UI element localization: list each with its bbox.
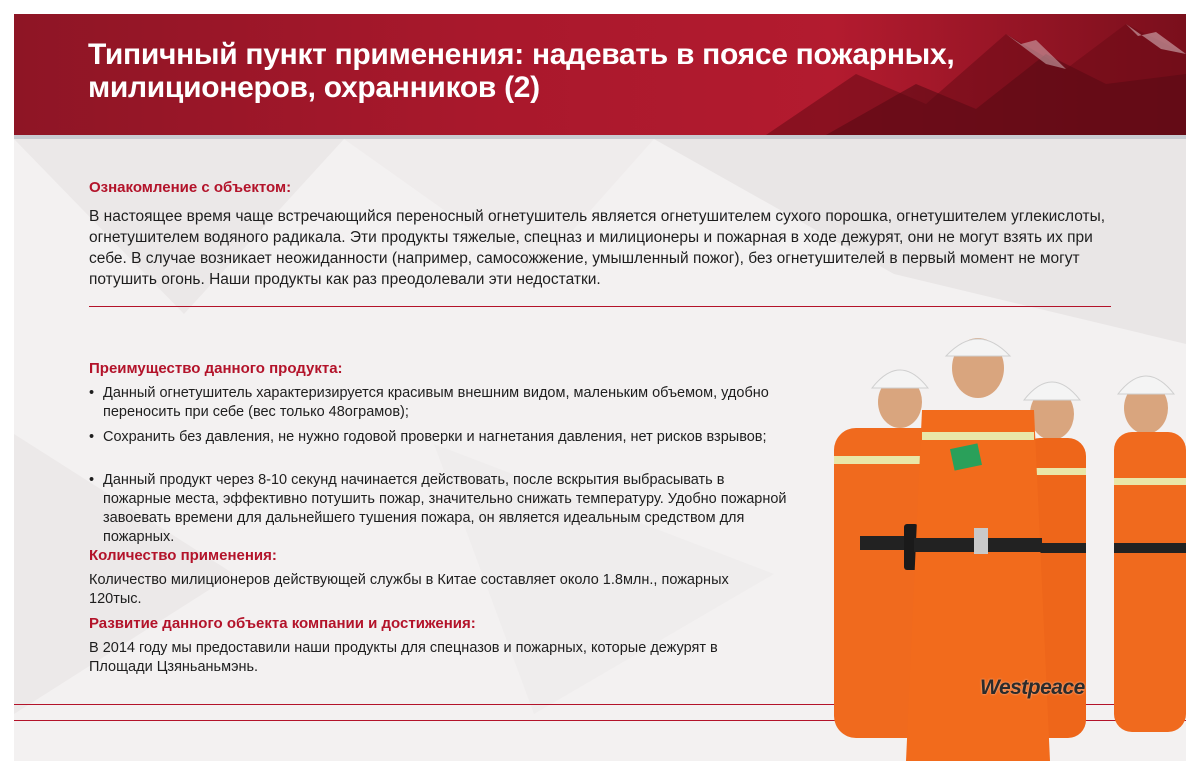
- advantage-item: • Данный огнетушитель характеризируется красивым внешним видом, маленьким объемом, удобно переносить при себе (вес только 48ограмов);: [89, 384, 793, 422]
- advantages-heading: Преимущество данного продукта:: [89, 360, 343, 377]
- section-divider: [89, 306, 1111, 307]
- intro-heading: Ознакомление с объектом:: [89, 179, 292, 196]
- development-heading: Развитие данного объекта компании и достижения:: [89, 615, 476, 632]
- quantity-heading: Количество применения:: [89, 547, 277, 564]
- header-banner: [14, 14, 1186, 135]
- quantity-text: Количество милиционеров действующей службы в Китае составляет около 1.8млн., пожарных 120тыс.: [89, 572, 729, 607]
- advantage-item: • Данный продукт через 8-10 секунд начинается действовать, после вскрытия выбрасывать в пожарные места, эффективно потушить пожар, значительно снижать температуру. Удобно пожарной завоевать времени для дальнейшего тушения пожара, он является идеальным средством для пожарных.: [89, 471, 793, 547]
- advantage-item: • Сохранить без давления, не нужно годовой проверки и нагнетания давления, нет рисков взрывов;: [89, 428, 793, 447]
- westpeace-logo: Westpeace: [980, 676, 1085, 699]
- page-title: Типичный пункт применения: надевать в поясе пожарных, милиционеров, охранников (2): [88, 38, 955, 104]
- header-divider: [14, 135, 1186, 139]
- intro-text: В настоящее время чаще встречающийся переносный огнетушитель является огнетушителем сухого порошка, огнетушителем углекислоты, огнетушителем водяного радикала. Эти продукты тяжелые, спецназ и милиционеры и пожарная в ходе дежурят, они не могут взять их при себе. В случае возникает неожиданности (например, самосожжение, умышленный пожог), без огнетушителей в первый момент не могут потушить огонь. Наши продукты как раз преодолевали эти недостатки.: [89, 208, 1106, 288]
- development-text: В 2014 году мы предоставили наши продукты для спецназов и пожарных, которые дежурят в Площади Цзяньаньмэнь.: [89, 640, 718, 675]
